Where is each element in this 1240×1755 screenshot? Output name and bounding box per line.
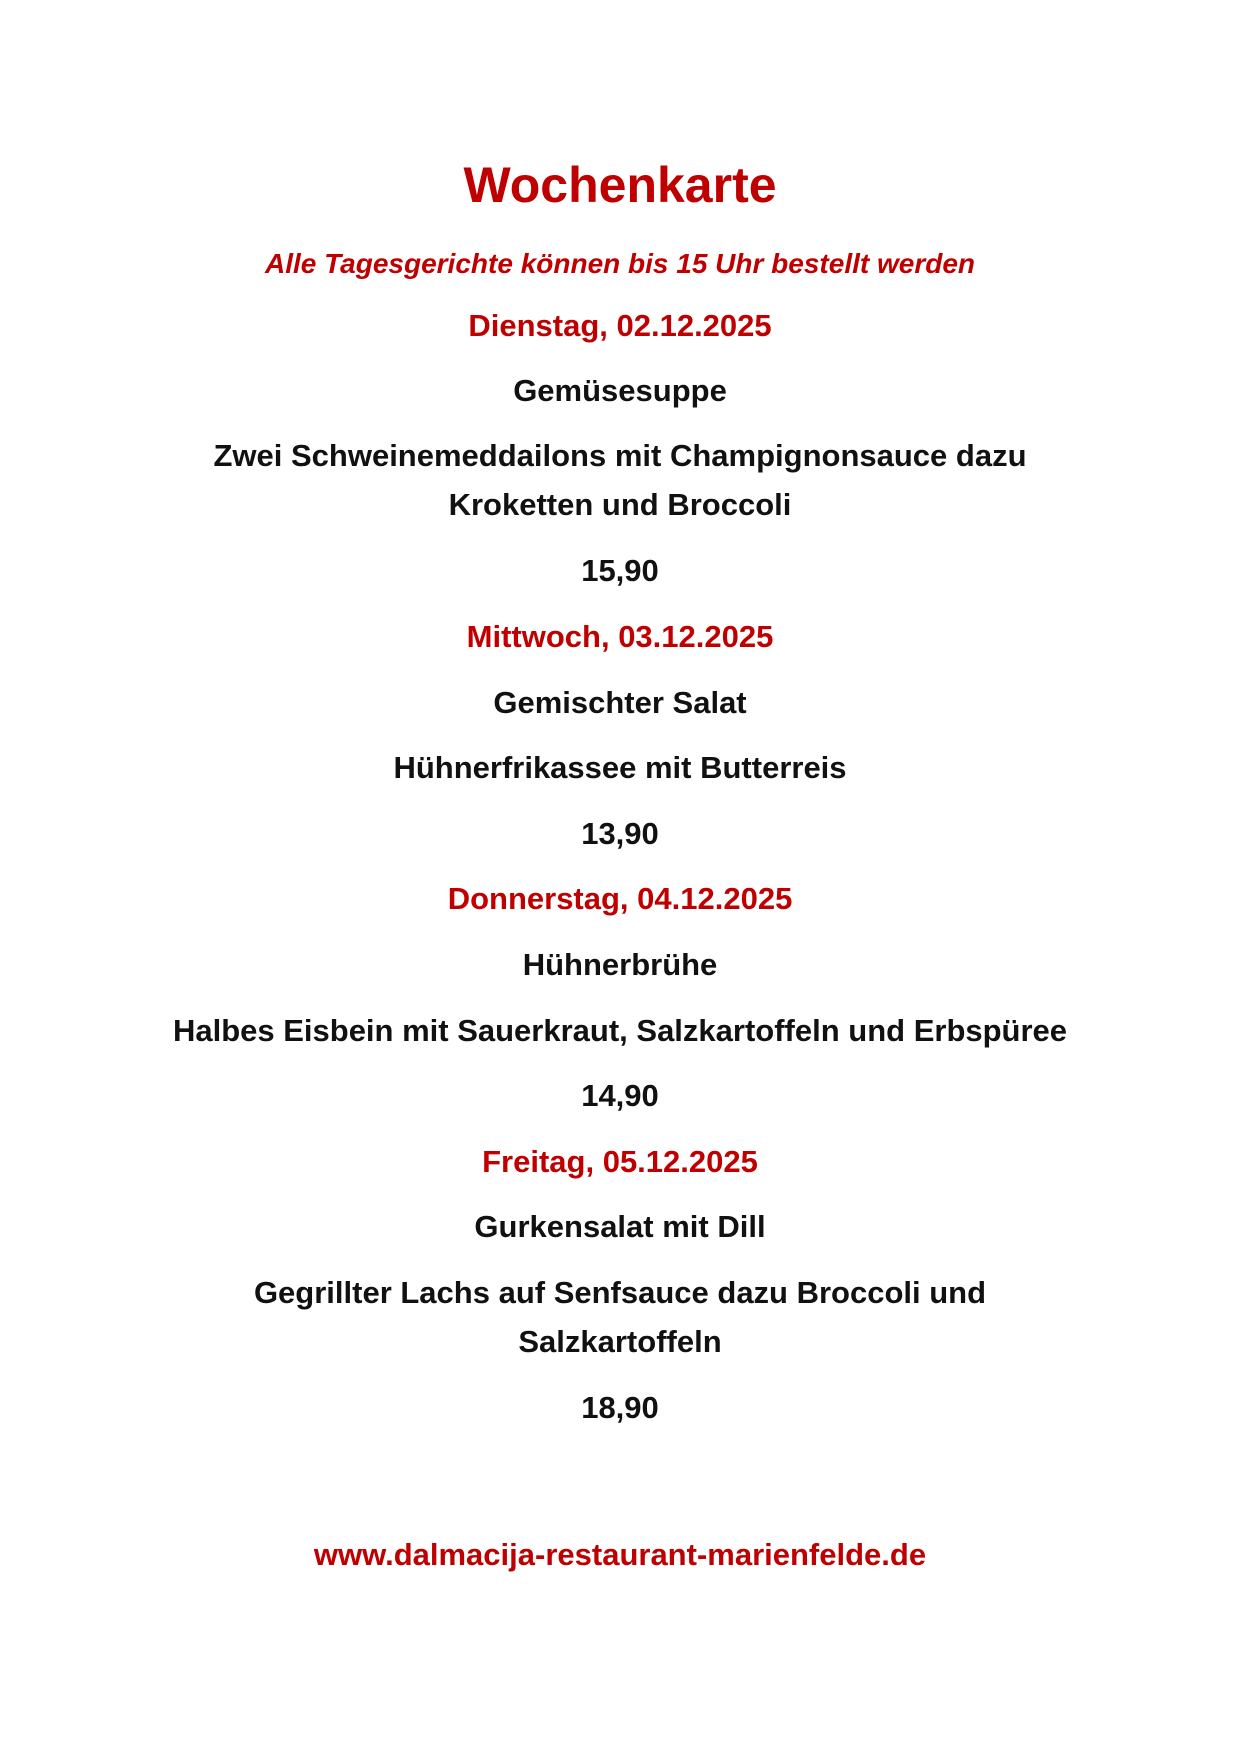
price-friday: 18,90 — [581, 1390, 659, 1425]
main-dish-friday: Gegrillter Lachs auf Senfsauce dazu Broccoli und Salzkartoffeln — [253, 1275, 987, 1359]
starter-tuesday: Gemüsesuppe — [513, 373, 727, 408]
price-tuesday: 15,90 — [581, 553, 659, 588]
page-subtitle: Alle Tagesgerichte können bis 15 Uhr bestellt werden — [264, 248, 976, 279]
price-thursday: 14,90 — [581, 1078, 659, 1113]
page-title: Wochenkarte — [463, 157, 777, 213]
website-link[interactable]: www.dalmacija-restaurant-marienfelde.de — [313, 1537, 927, 1572]
starter-thursday: Hühnerbrühe — [522, 947, 718, 982]
price-wednesday: 13,90 — [581, 816, 659, 851]
day-heading-friday: Freitag, 05.12.2025 — [482, 1144, 758, 1179]
day-heading-thursday: Donnerstag, 04.12.2025 — [447, 881, 793, 916]
main-dish-thursday: Halbes Eisbein mit Sauerkraut, Salzkartoffeln und Erbspüree — [172, 1013, 1068, 1048]
main-dish-tuesday: Zwei Schweinemeddailons mit Champignonsauce dazu Kroketten und Broccoli — [213, 438, 1027, 522]
main-dish-wednesday: Hühnerfrikassee mit Butterreis — [393, 750, 847, 785]
day-heading-tuesday: Dienstag, 02.12.2025 — [468, 308, 772, 343]
day-heading-wednesday: Mittwoch, 03.12.2025 — [466, 619, 774, 654]
starter-friday: Gurkensalat mit Dill — [474, 1209, 766, 1244]
starter-wednesday: Gemischter Salat — [493, 685, 747, 720]
